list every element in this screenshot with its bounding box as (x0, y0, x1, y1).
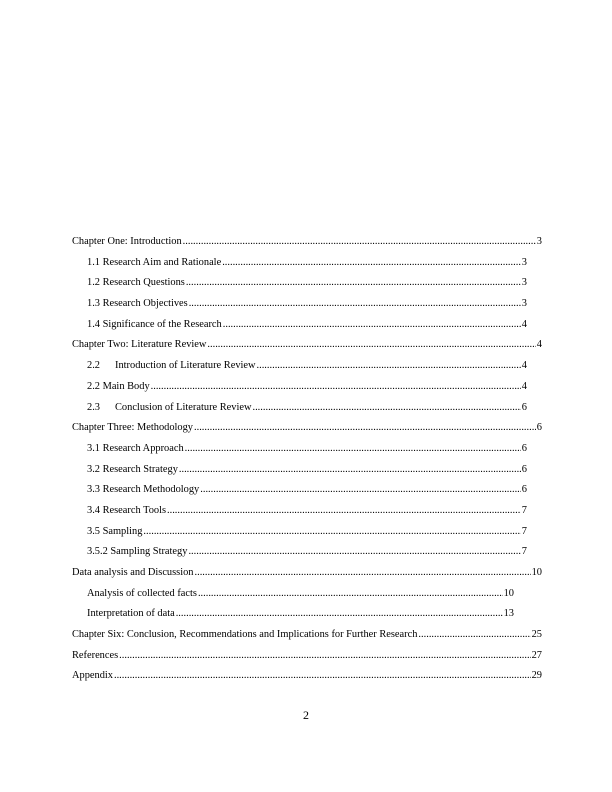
toc-entry-page: 4 (521, 380, 527, 392)
toc-entry-page: 3 (521, 256, 527, 268)
toc-entry[interactable] (72, 526, 527, 547)
toc-leader (183, 236, 536, 247)
toc-entry[interactable] (72, 629, 542, 650)
toc-entry-label: 1.4 Significance of the Research (87, 318, 222, 330)
toc-leader (194, 422, 536, 433)
toc-entry[interactable] (72, 484, 527, 505)
toc-entry[interactable] (72, 650, 542, 671)
toc-entry-page: 4 (521, 360, 527, 372)
toc-leader (179, 464, 521, 475)
toc-entry-label (87, 360, 256, 371)
toc-entry[interactable] (72, 464, 527, 485)
toc-entry-label: 3.5 Sampling (87, 525, 143, 537)
toc-entry[interactable] (72, 608, 514, 629)
toc-entry[interactable] (72, 505, 527, 526)
toc-leader (195, 567, 531, 578)
toc-entry-title: Conclusion of Literature Review (115, 401, 252, 413)
toc-entry[interactable] (72, 298, 527, 319)
toc-entry-label: 3.1 Research Approach (87, 442, 184, 454)
toc-entry-page: 6 (536, 422, 542, 434)
toc-entry-label: Chapter One: Introduction (72, 236, 182, 247)
toc-leader (207, 339, 535, 350)
toc-leader (189, 298, 521, 309)
toc-entry[interactable] (72, 402, 527, 423)
toc-entry-page: 7 (521, 525, 527, 537)
toc-leader (252, 402, 520, 413)
toc-leader (222, 257, 521, 268)
toc-leader (185, 443, 521, 454)
toc-entry-label: 3.5.2 Sampling Strategy (87, 546, 188, 558)
toc-entry[interactable] (72, 277, 527, 298)
toc-entry-label (87, 402, 251, 413)
toc-entry[interactable] (72, 360, 527, 381)
toc-entry[interactable] (72, 236, 542, 257)
toc-entry-label: Chapter Three: Methodology (72, 422, 194, 434)
toc-entry-page: 29 (531, 670, 542, 682)
toc-entry[interactable] (72, 567, 542, 588)
toc-entry-page: 10 (531, 567, 542, 578)
toc-entry-page: 27 (531, 649, 542, 661)
toc-entry-label: Appendix (72, 670, 113, 682)
toc-entry-page: 13 (503, 608, 514, 620)
toc-leader (188, 546, 520, 557)
toc-entry-number: 2.3 (87, 401, 100, 413)
toc-entry-label: 1.1 Research Aim and Rationale (87, 256, 222, 268)
toc-entry[interactable] (72, 422, 542, 443)
toc-entry-label: 3.3 Research Methodology (87, 484, 200, 496)
toc-entry-page: 6 (521, 401, 527, 413)
toc-entry[interactable] (72, 546, 527, 567)
toc-entry-page: 7 (521, 504, 527, 516)
toc-leader (119, 650, 530, 661)
toc-entry-page: 3 (536, 236, 542, 247)
toc-entry-label: References (72, 649, 119, 661)
table-of-contents (72, 236, 542, 691)
toc-entry-number: 2.2 (87, 360, 100, 372)
toc-entry[interactable] (72, 381, 527, 402)
toc-entry-label: 3.4 Research Tools (87, 504, 167, 516)
toc-entry-label: Chapter Two: Literature Review (72, 339, 207, 351)
page-number: 2 (303, 708, 309, 722)
toc-entry-page: 4 (536, 339, 542, 351)
toc-leader (151, 381, 521, 392)
toc-entry-page: 10 (503, 587, 514, 599)
toc-leader (418, 629, 530, 640)
toc-entry[interactable] (72, 670, 542, 691)
toc-entry-label: 1.3 Research Objectives (87, 298, 188, 310)
toc-entry-label: Data analysis and Discussion (72, 567, 194, 578)
toc-entry-page: 3 (521, 277, 527, 289)
toc-entry-page: 4 (521, 318, 527, 330)
toc-leader (257, 360, 521, 371)
toc-entry-label: 3.2 Research Strategy (87, 463, 178, 475)
toc-entry-title: Introduction of Literature Review (115, 360, 256, 372)
toc-entry-label: 1.2 Research Questions (87, 277, 185, 289)
toc-entry-page: 6 (521, 442, 527, 454)
toc-entry[interactable] (72, 319, 527, 340)
toc-entry-label: Analysis of collected facts (87, 587, 197, 599)
toc-entry-page: 6 (521, 484, 527, 496)
toc-entry-label: Interpretation of data (87, 608, 175, 620)
toc-leader (114, 670, 531, 681)
toc-entry-page: 6 (521, 463, 527, 475)
toc-entry[interactable] (72, 257, 527, 278)
toc-leader (143, 526, 520, 537)
toc-entry[interactable] (72, 339, 542, 360)
toc-entry[interactable] (72, 588, 514, 609)
toc-entry-label: Chapter Six: Conclusion, Recommendations and Implications for Further Research (72, 629, 418, 641)
toc-entry-page: 7 (521, 546, 527, 558)
toc-entry-label: 2.2 Main Body (87, 380, 150, 392)
toc-leader (198, 588, 503, 599)
toc-entry-page: 25 (531, 629, 542, 641)
toc-leader (176, 608, 503, 619)
toc-leader (223, 319, 521, 330)
toc-leader (167, 505, 521, 516)
toc-leader (186, 277, 521, 288)
toc-entry[interactable] (72, 443, 527, 464)
toc-leader (200, 484, 521, 495)
toc-entry-page: 3 (521, 298, 527, 310)
